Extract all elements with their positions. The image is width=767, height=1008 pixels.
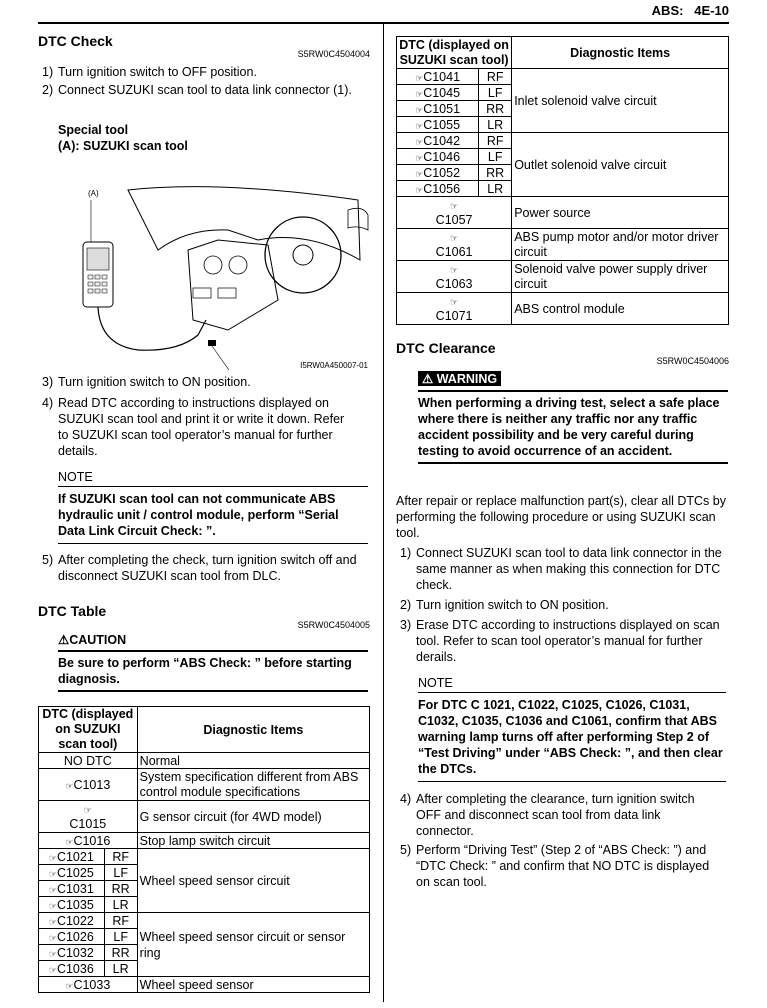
dtc-check-title: DTC Check bbox=[38, 33, 113, 49]
pen-icon: ☞ bbox=[450, 265, 459, 275]
cell-pos: LF bbox=[104, 929, 137, 945]
pen-icon: ☞ bbox=[65, 836, 74, 847]
cell-item: G sensor circuit (for 4WD model) bbox=[137, 801, 369, 833]
pen-icon: ☞ bbox=[450, 233, 459, 243]
cell-pos: LF bbox=[479, 85, 512, 101]
cell-pos: LR bbox=[104, 897, 137, 913]
pen-icon: ☞ bbox=[415, 120, 424, 131]
warning-icon: ⚠ bbox=[422, 372, 434, 386]
pen-icon: ☞ bbox=[48, 884, 57, 895]
step-1: 1) Turn ignition switch to OFF position. bbox=[42, 65, 257, 79]
figure-code: I5RW0A450007-01 bbox=[300, 361, 368, 370]
dtc-table-title: DTC Table bbox=[38, 603, 107, 619]
pen-icon: ☞ bbox=[48, 900, 57, 911]
cell-code: ☞C1026 bbox=[39, 929, 105, 945]
cell-code: ☞C1056 bbox=[397, 181, 479, 197]
warning-text: When performing a driving test, select a safe place where there is neither any traffic nor any traffic accident possibility and be very careful during testing to avoid occurrence of an accident. bbox=[418, 390, 728, 464]
page-header bbox=[38, 0, 729, 24]
th-items: Diagnostic Items bbox=[512, 37, 729, 69]
clear-step-1: 1) Connect SUZUKI scan tool to data link connector in the same manner as when making this connection for DTC check. bbox=[400, 546, 722, 592]
pen-icon: ☞ bbox=[48, 852, 57, 863]
pen-icon: ☞ bbox=[48, 868, 57, 879]
pen-icon: ☞ bbox=[450, 201, 459, 211]
caution-text: Be sure to perform “ABS Check: ” before starting diagnosis. bbox=[58, 650, 368, 692]
page-number: ABS: 4E-10 bbox=[651, 3, 729, 18]
clear-note-label: NOTE bbox=[418, 676, 453, 690]
cell-code: ☞C1025 bbox=[39, 865, 105, 881]
cell-item: ABS control module bbox=[512, 293, 729, 325]
cell-code: ☞ C1063 bbox=[397, 261, 512, 293]
special-tool: Special tool (A): SUZUKI scan tool bbox=[58, 123, 188, 153]
cell-pos: RF bbox=[479, 133, 512, 149]
cell-code: ☞C1013 bbox=[39, 769, 138, 801]
pen-icon: ☞ bbox=[415, 136, 424, 147]
cell-code: ☞C1046 bbox=[397, 149, 479, 165]
th-items: Diagnostic Items bbox=[137, 707, 369, 753]
pen-icon: ☞ bbox=[415, 88, 424, 99]
pen-icon: ☞ bbox=[48, 932, 57, 943]
dtc-table-code: S5RW0C4504005 bbox=[297, 620, 370, 630]
cell-code: ☞C1052 bbox=[397, 165, 479, 181]
cell-item: Stop lamp switch circuit bbox=[137, 833, 369, 849]
cell-item: Wheel speed sensor circuit bbox=[137, 849, 369, 913]
pen-icon: ☞ bbox=[415, 104, 424, 115]
cell-code: ☞C1021 bbox=[39, 849, 105, 865]
pen-icon: ☞ bbox=[48, 916, 57, 927]
pen-icon: ☞ bbox=[415, 152, 424, 163]
cell-item: Wheel speed sensor circuit or sensor ring bbox=[137, 913, 369, 977]
cell-item: System specification different from ABS control module specifications bbox=[137, 769, 369, 801]
clear-note-text: For DTC C 1021, C1022, C1025, C1026, C1031, C1032, C1035, C1036 and C1061, confirm that ABS warning lamp turns off after performing Step 2 of “Test Driving” under “ABS Check: ”, and then clear the DTCs. bbox=[418, 692, 726, 782]
cell-item: Inlet solenoid valve circuit bbox=[512, 69, 729, 133]
cell-pos: LR bbox=[479, 181, 512, 197]
cell-pos: RF bbox=[104, 849, 137, 865]
cell-code: ☞C1036 bbox=[39, 961, 105, 977]
caution-label: ⚠CAUTION bbox=[58, 633, 127, 647]
cell-code: ☞C1045 bbox=[397, 85, 479, 101]
cell-code: ☞C1051 bbox=[397, 101, 479, 117]
note-text: If SUZUKI scan tool can not communicate ABS hydraulic unit / control module, perform “Serial Data Link Circuit Check: ”. bbox=[58, 486, 368, 544]
th-dtc: DTC (displayed on SUZUKI scan tool) bbox=[39, 707, 138, 753]
cell-code: ☞ C1015 bbox=[39, 801, 138, 833]
cell-code: NO DTC bbox=[39, 753, 138, 769]
cell-item: Power source bbox=[512, 197, 729, 229]
cell-pos: RR bbox=[479, 165, 512, 181]
label-a: (A) bbox=[88, 189, 99, 198]
warning-label: ⚠ WARNING bbox=[418, 371, 501, 386]
step-2: 2) Connect SUZUKI scan tool to data link connector (1). bbox=[42, 83, 352, 97]
pen-icon: ☞ bbox=[48, 948, 57, 959]
cell-item: Normal bbox=[137, 753, 369, 769]
cell-code: ☞ C1057 bbox=[397, 197, 512, 229]
step-5: 5) After completing the check, turn ignition switch off and disconnect SUZUKI scan tool from DLC. bbox=[42, 553, 357, 583]
pen-icon: ☞ bbox=[83, 805, 92, 815]
cell-code: ☞C1042 bbox=[397, 133, 479, 149]
pen-icon: ☞ bbox=[48, 964, 57, 975]
pen-icon: ☞ bbox=[415, 168, 424, 179]
column-divider bbox=[383, 24, 384, 1002]
cell-code: ☞C1022 bbox=[39, 913, 105, 929]
cell-code: ☞ C1071 bbox=[397, 293, 512, 325]
cell-pos: LR bbox=[104, 961, 137, 977]
cell-code: ☞C1032 bbox=[39, 945, 105, 961]
cell-code: ☞C1016 bbox=[39, 833, 138, 849]
cell-item: Solenoid valve power supply driver circuit bbox=[512, 261, 729, 293]
cell-pos: RR bbox=[104, 945, 137, 961]
step-3: 3) Turn ignition switch to ON position. bbox=[42, 375, 251, 389]
cell-pos: RF bbox=[104, 913, 137, 929]
clear-step-2: 2) Turn ignition switch to ON position. bbox=[400, 598, 609, 612]
dtc-table-right bbox=[396, 36, 729, 325]
cell-item: ABS pump motor and/or motor driver circuit bbox=[512, 229, 729, 261]
cell-code: ☞C1041 bbox=[397, 69, 479, 85]
cell-code: ☞C1035 bbox=[39, 897, 105, 913]
dtc-clearance-code: S5RW0C4504006 bbox=[656, 356, 729, 366]
cell-pos: LF bbox=[479, 149, 512, 165]
dtc-table-left bbox=[38, 706, 370, 993]
step-4: 4) Read DTC according to instructions displayed on SUZUKI scan tool and print it or write it down. Refer to SUZUKI scan tool operator’s manual for further details. bbox=[42, 396, 345, 458]
pen-icon: ☞ bbox=[450, 297, 459, 307]
cell-pos: RR bbox=[479, 101, 512, 117]
cell-pos: LF bbox=[104, 865, 137, 881]
cell-pos: RR bbox=[104, 881, 137, 897]
caution-icon: ⚠ bbox=[58, 633, 70, 647]
cell-code: ☞C1031 bbox=[39, 881, 105, 897]
dtc-check-code: S5RW0C4504004 bbox=[297, 49, 370, 59]
cell-item: Outlet solenoid valve circuit bbox=[512, 133, 729, 197]
cell-code: ☞ C1061 bbox=[397, 229, 512, 261]
scan-tool-illustration bbox=[78, 170, 370, 370]
cell-code: ☞C1055 bbox=[397, 117, 479, 133]
cell-pos: RF bbox=[479, 69, 512, 85]
clear-step-3: 3) Erase DTC according to instructions displayed on scan tool. Refer to scan tool operator’s manual for further derails. bbox=[400, 618, 720, 664]
pen-icon: ☞ bbox=[65, 780, 74, 791]
clearance-intro: After repair or replace malfunction part(s), clear all DTCs by performing the following procedure or using SUZUKI scan tool. bbox=[396, 494, 726, 540]
clear-step-5: 5) Perform “Driving Test” (Step 2 of “ABS Check: ”) and “DTC Check: ” and confirm that NO DTC is displayed on scan tool. bbox=[400, 843, 710, 889]
pen-icon: ☞ bbox=[65, 980, 74, 991]
clear-step-4: 4) After completing the clearance, turn ignition switch OFF and disconnect scan tool from data link connector. bbox=[400, 792, 695, 838]
pen-icon: ☞ bbox=[415, 72, 424, 83]
note-label: NOTE bbox=[58, 470, 93, 484]
cell-code: ☞C1033 bbox=[39, 977, 138, 993]
cell-pos: LR bbox=[479, 117, 512, 133]
th-dtc: DTC (displayed on SUZUKI scan tool) bbox=[397, 37, 512, 69]
dtc-clearance-title: DTC Clearance bbox=[396, 340, 496, 356]
pen-icon: ☞ bbox=[415, 184, 424, 195]
cell-item: Wheel speed sensor bbox=[137, 977, 369, 993]
